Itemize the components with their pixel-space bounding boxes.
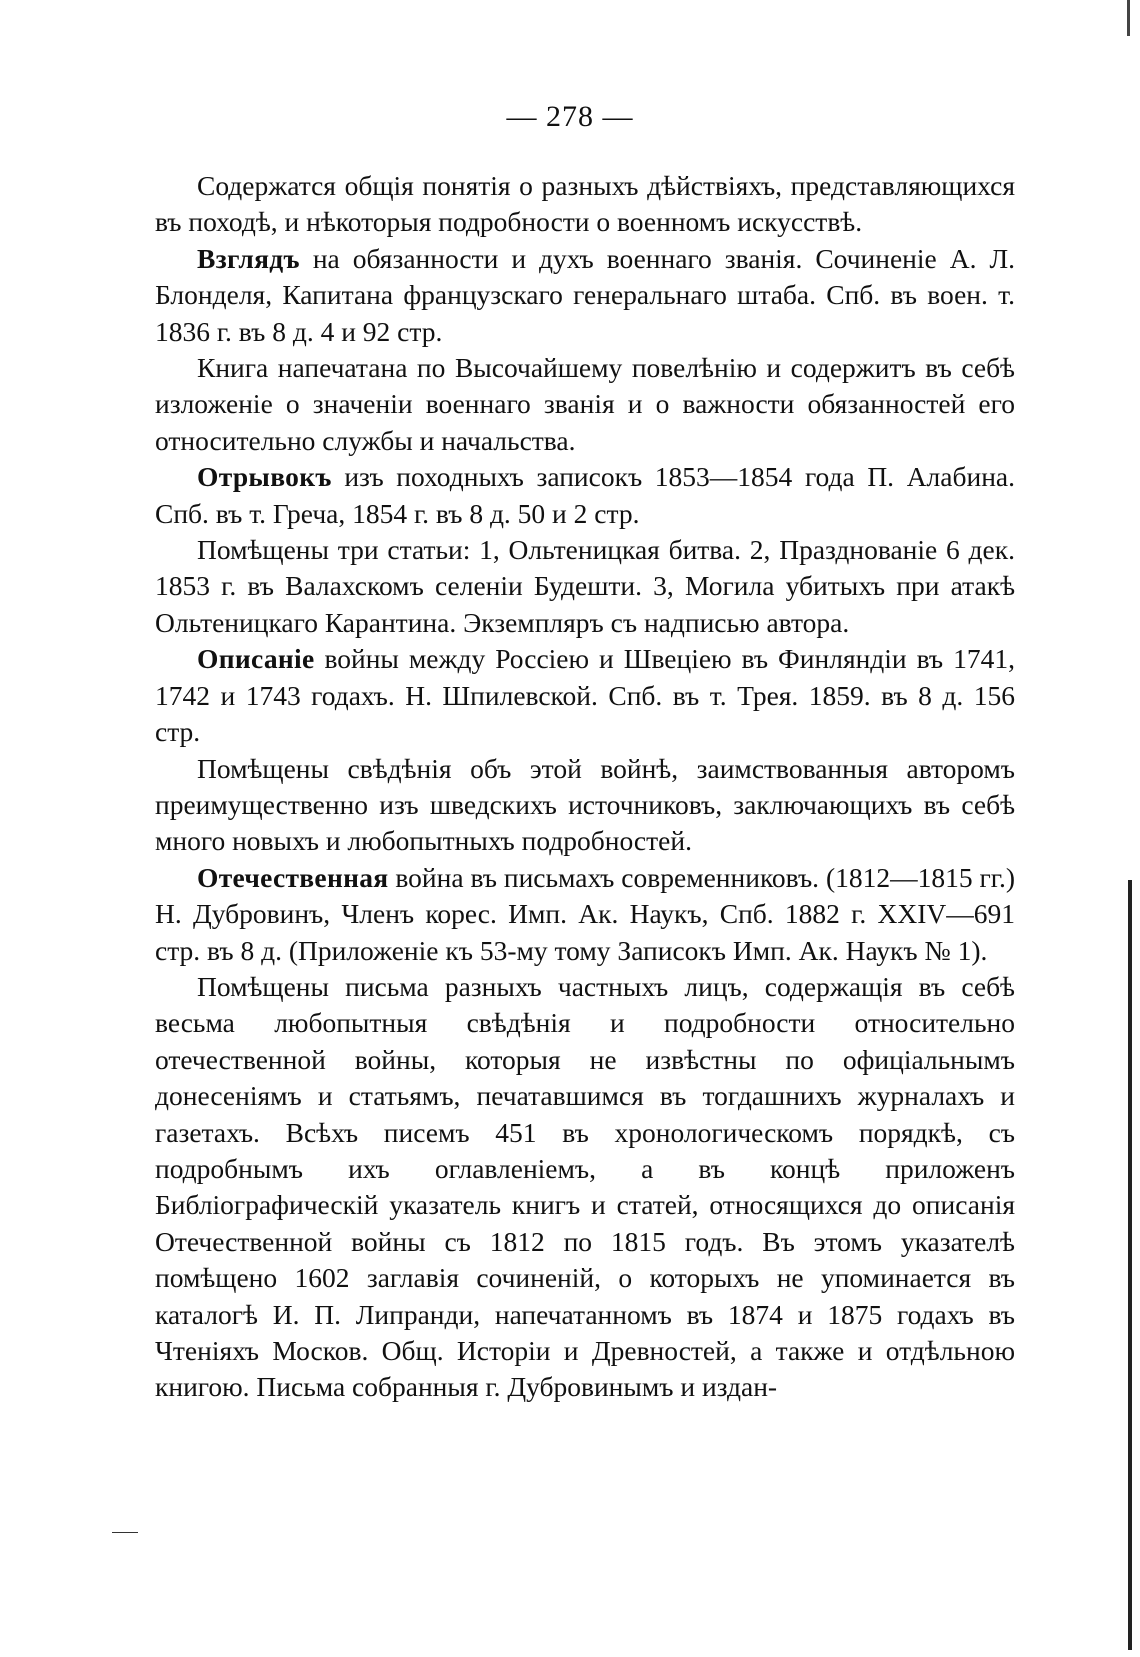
entry-citation-text: изъ походныхъ записокъ 1853—1854 года П. Алабина. Спб. въ т. Греча, 1854 г. въ 8 д. 50 и 2 стр. (155, 461, 1015, 529)
scan-edge-mark (1128, 880, 1132, 1650)
entry-description-text: Помѣщены три статьи: 1, Ольтеницкая битва. 2, Празднованіе 6 дек. 1853 г. въ Валахскомъ селеніи Будешти. 3, Могила убитыхъ при атакѣ Ольтеницкаго Карантина. Экземпляръ съ надписью автора. (155, 534, 1015, 638)
scan-edge-mark-top (1127, 0, 1130, 36)
entry-description-text: Книга напечатана по Высочайшему повелѣнію и содержитъ въ себѣ изложеніе о значеніи военнаго званія и о важности обязанностей его относительно службы и начальства. (155, 352, 1015, 456)
entry-title: Описаніе (197, 643, 315, 675)
page-number: — 278 — (506, 100, 634, 133)
entry-citation-text: войны между Россіею и Швеціею въ Финляндіи въ 1741, 1742 и 1743 годахъ. Н. Шпилевской. Спб. въ т. Трея. 1859. въ 8 д. 156 стр. (155, 643, 1015, 748)
entry-description-text: Помѣщены свѣдѣнія объ этой войнѣ, заимствованныя авторомъ преимущественно изъ шведскихъ источниковъ, заключающихъ въ себѣ много новыхъ и любопытныхъ подробностей. (155, 752, 1015, 857)
entry-title: Взглядъ (197, 242, 300, 274)
entry-citation-text: на обязанности и духъ военнаго званія. Сочиненіе А. Л. Блонделя, Капитана французскаго генеральнаго штаба. Спб. въ воен. т. 1836 г. въ 8 д. 4 и 92 стр. (155, 242, 1015, 347)
entry-description (155, 969, 1015, 1406)
entry-title: Отрывокъ (197, 461, 332, 493)
entry-description (155, 751, 1015, 860)
footnote-rule (112, 1532, 138, 1533)
entry-description (155, 350, 1015, 459)
entry-citation (155, 860, 1015, 969)
entry-description-text: Помѣщены письма разныхъ частныхъ лицъ, содержащія въ себѣ весьма любопытныя свѣдѣнія и подробности относительно отечественной войны, которыя не извѣстны по офиціальнымъ донесеніямъ и статьямъ, печатавшимся въ тогдашнихъ журналахъ и газетахъ. Всѣхъ писемъ 451 въ хронологическомъ порядкѣ, съ подробнымъ ихъ оглавленіемъ, а въ концѣ приложенъ Библіографическій указатель книгъ и статей, относящихся до описанія Отечественной войны съ 1812 по 1815 годъ. Въ этомъ указателѣ помѣщено 1602 заглавія сочиненій, о которыхъ не упоминается въ каталогѣ И. П. Липранди, напечатанномъ въ 1874 и 1875 годахъ въ Чтеніяхъ Москов. Общ. Исторіи и Древностей, а также и отдѣльною книгою. Письма собранныя г. Дубровинымъ и издан- (155, 970, 1015, 1403)
entry-citation (155, 241, 1015, 350)
entry-citation (155, 641, 1015, 750)
entry-description-text: Содержатся общія понятія о разныхъ дѣйствіяхъ, представляющихся въ походѣ, и нѣкоторыя подробности о военномъ искусствѣ. (155, 170, 1015, 238)
entry-title: Отечественная (197, 861, 389, 893)
entry-description (155, 532, 1015, 641)
page-text (155, 168, 1015, 1406)
entry-citation-text: война въ письмахъ современниковъ. (1812—1815 гг.) Н. Дубровинъ, Членъ корес. Имп. Ак. Наукъ, Спб. 1882 г. XXIV—691 стр. въ 8 д. (Приложеніе къ 53-му тому Записокъ Имп. Ак. Наукъ № 1). (155, 861, 1015, 966)
entry-description (155, 168, 1015, 241)
entry-citation (155, 459, 1015, 532)
